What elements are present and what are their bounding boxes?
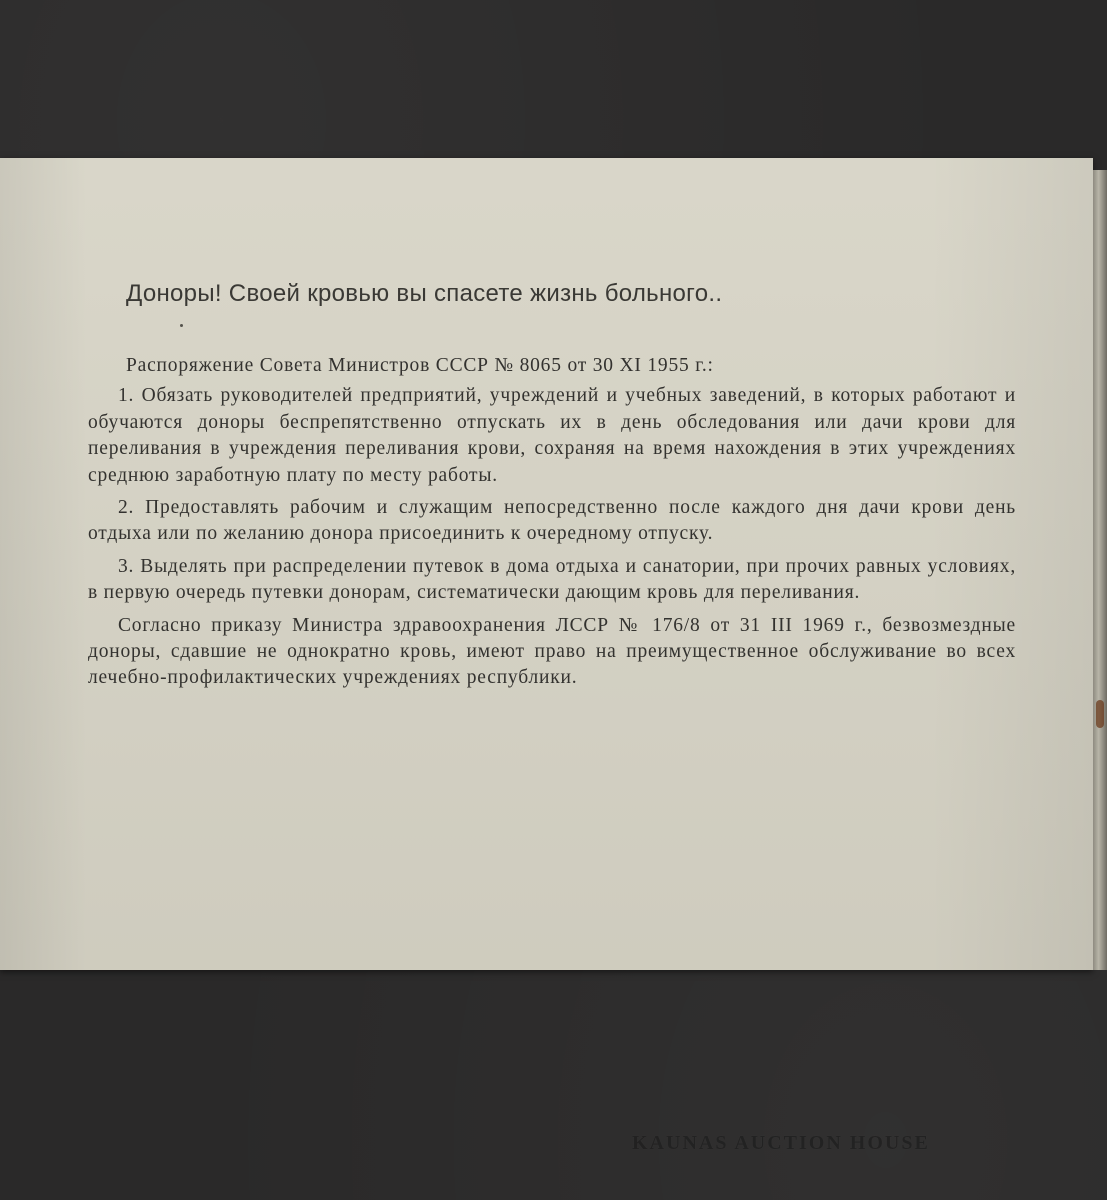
ordinance-item-3: 3. Выделять при распределении путевок в дома отдыха и санатории, при прочих равных условиях, в первую очередь путевки донорам, систематически дающим кровь для переливания. — [88, 555, 1016, 604]
closing-paragraph: Согласно приказу Министра здравоохранения ЛССР № 176/8 от 31 III 1969 г., безвозмездные доноры, сдавшие не однократно кровь, имеют право на преимущественное обслуживание во всех лечебно-профилактических учреждениях республики. — [88, 614, 1016, 689]
page-edge — [1093, 170, 1107, 970]
rust-stain — [1096, 700, 1104, 728]
auction-house-watermark: KAUNAS AUCTION HOUSE — [632, 1132, 930, 1154]
ordinance-title: Распоряжение Совета Министров СССР № 8065 от 30 XI 1955 г.: — [126, 355, 714, 376]
ordinance-item-1: 1. Обязать руководителей предприятий, учреждений и учебных заведений, в которых работают и обучаются доноры беспрепятственно отпускать их в день обследования или дачи крови для переливания в учреждения переливания крови, сохраняя на время нахождения в этих учреждениях среднюю заработную плату по месту работы. — [88, 385, 1016, 486]
document-body — [88, 353, 1016, 698]
print-speck — [180, 324, 183, 327]
page-heading: Доноры! Своей кровью вы спасете жизнь больного.. — [126, 280, 723, 307]
ordinance-item-2: 2. Предоставлять рабочим и служащим непосредственно после каждого дня дачи крови день отдыха или по желанию донора присоединить к очередному отпуску. — [88, 497, 1016, 545]
